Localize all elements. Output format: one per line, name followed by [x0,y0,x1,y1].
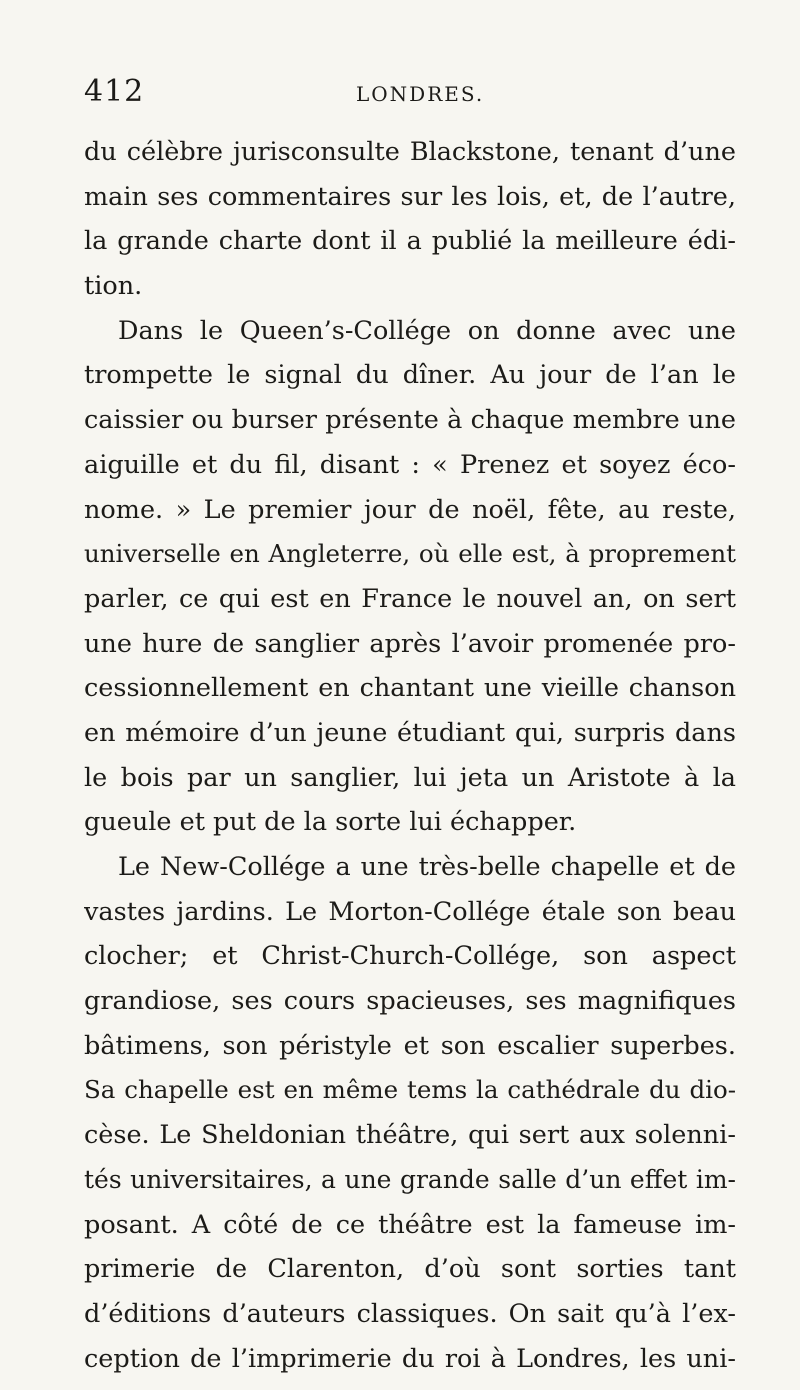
text-line: du célèbre jurisconsulte Blackstone, tenant d’une [84,137,736,167]
text-line: d’éditions d’auteurs classiques. On sait qu’à l’ex- [84,1298,736,1329]
text-line: bâtimens, son péristyle et son escalier superbes. [84,1030,736,1061]
page-header [84,74,744,114]
text-line: gueule et put de la sorte lui échapper. [84,807,577,838]
text-line: main ses commentaires sur les lois, et, de l’autre, [84,181,736,212]
body-text [84,130,736,1381]
text-line: parler, ce qui est en France le nouvel an, on sert [84,583,736,614]
text-line: trompette le signal du dîner. Au jour de l’an le [84,360,736,391]
text-line: primerie de Clarenton, d’où sont sorties tant [84,1254,736,1285]
page-number: 412 [84,74,145,109]
text-line: ception de l’imprimerie du roi à Londres, les uni- [84,1343,736,1374]
text-line: caissier ou burser présente à chaque membre une [84,405,736,436]
text-line: une hure de sanglier après l’avoir promenée pro- [84,628,736,659]
running-head: LONDRES. [356,82,485,106]
text-line: Le New-Collége a une très-belle chapelle et de [118,852,736,882]
text-line: clocher; et Christ-Church-Collége, son aspect [84,941,736,972]
text-line: cessionnellement en chantant une vieille chanson [84,673,736,704]
text-line: posant. A côté de ce théâtre est la fameuse im- [84,1209,736,1240]
text-line: nome. » Le premier jour de noël, fête, au reste, [84,494,736,525]
text-line: cèse. Le Sheldonian théâtre, qui sert aux solenni- [84,1120,736,1151]
text-line: en mémoire d’un jeune étudiant qui, surpris dans [84,717,736,748]
text-line: la grande charte dont il a publié la meilleure édi- [84,226,736,257]
text-line: tion. [84,271,143,302]
text-line: le bois par un sanglier, lui jeta un Aristote à la [84,762,736,793]
text-line: Sa chapelle est en même tems la cathédrale du dio- [84,1075,736,1105]
text-line: vastes jardins. Le Morton-Collége étale son beau [84,896,736,927]
text-line: grandiose, ses cours spacieuses, ses magnifiques [84,986,736,1017]
text-line: universelle en Angleterre, où elle est, à proprement [84,539,736,569]
text-line: aiguille et du fil, disant : « Prenez et soyez éco- [84,449,736,480]
text-line: tés universitaires, a une grande salle d’un effet im- [84,1164,736,1194]
text-line: Dans le Queen’s-Collége on donne avec une [118,315,736,346]
